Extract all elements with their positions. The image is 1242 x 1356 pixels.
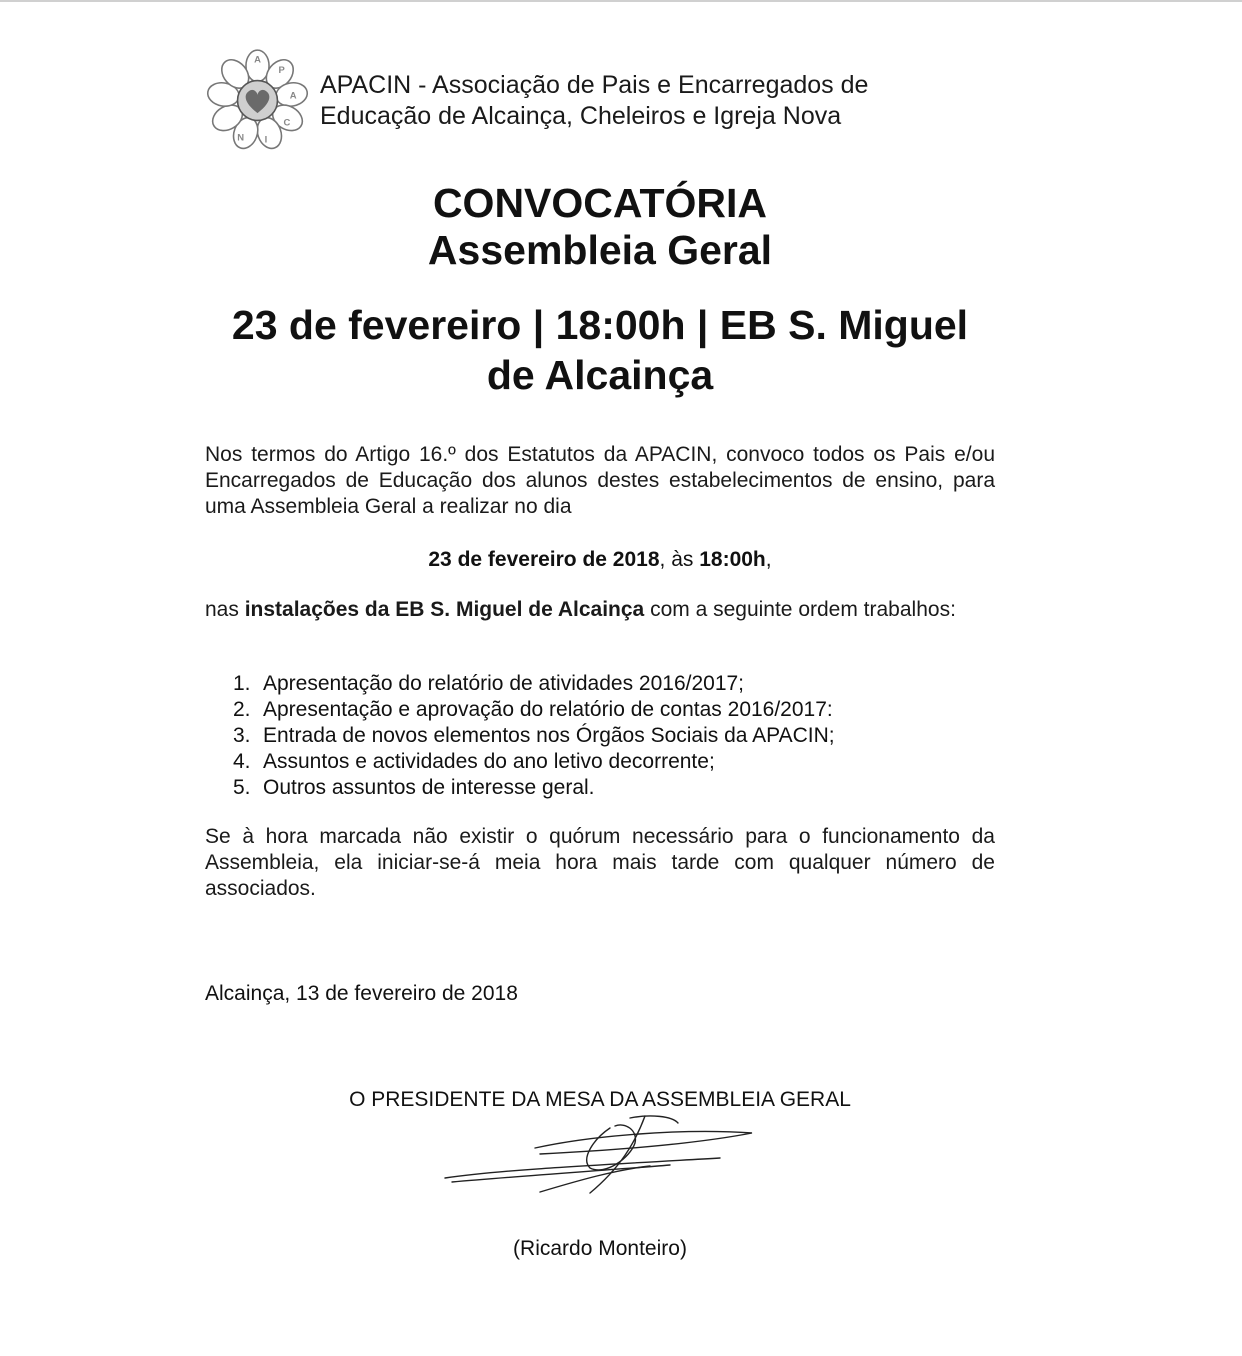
convocation-paragraph: Nos termos do Artigo 16.º dos Estatutos da APACIN, convoco todos os Pais e/ou Encarregados de Educação dos alunos destes estabelecimentos de ensino, para uma Assembleia Geral a realizar no dia bbox=[205, 443, 995, 518]
meeting-date: 23 de fevereiro de 2018 bbox=[428, 548, 660, 571]
agenda-list bbox=[205, 671, 995, 801]
meeting-time: 18:00h bbox=[699, 548, 766, 571]
agenda-item-number: 3. bbox=[233, 724, 251, 747]
agenda-item bbox=[205, 775, 995, 801]
title-assembleia: Assembleia Geral bbox=[427, 227, 773, 273]
meeting-trailing: , bbox=[765, 548, 772, 571]
meeting-connector: , às bbox=[659, 548, 700, 571]
document-title bbox=[205, 180, 995, 274]
svg-text:P: P bbox=[278, 65, 285, 77]
signer-name: (Ricardo Monteiro) bbox=[513, 1237, 687, 1260]
agenda-item bbox=[205, 671, 995, 697]
agenda-item-text: Assuntos e actividades do ano letivo decorrente; bbox=[263, 750, 715, 773]
event-heading-line1: 23 de fevereiro | 18:00h | EB S. Miguel bbox=[231, 302, 969, 348]
svg-text:A: A bbox=[254, 54, 261, 66]
org-name-line2: Educação de Alcainça, Cheleiros e Igreja Nova bbox=[320, 102, 842, 130]
quorum-paragraph: Se à hora marcada não existir o quórum necessário para o funcionamento da Assembleia, ela iniciar-se-á meia hora mais tarde com qualquer número de associados. bbox=[205, 825, 995, 900]
svg-text:I: I bbox=[264, 134, 268, 146]
svg-text:N: N bbox=[237, 132, 245, 144]
venue-paragraph bbox=[205, 597, 995, 623]
top-border bbox=[0, 0, 1242, 2]
organization-name bbox=[320, 70, 868, 132]
agenda-item-text: Apresentação do relatório de atividades 2016/2017; bbox=[263, 672, 745, 695]
title-convocatoria: CONVOCATÓRIA bbox=[432, 180, 768, 226]
agenda-item-text: Entrada de novos elementos nos Órgãos Sociais da APACIN; bbox=[263, 724, 835, 747]
agenda-item-number: 4. bbox=[233, 750, 251, 773]
venue-suffix: com a seguinte ordem trabalhos: bbox=[644, 598, 956, 621]
agenda-item-text: Outros assuntos de interesse geral. bbox=[263, 776, 595, 799]
org-name-line1: APACIN - Associação de Pais e Encarregados de bbox=[320, 71, 869, 99]
agenda-item bbox=[205, 723, 995, 749]
place-and-date: Alcainça, 13 de fevereiro de 2018 bbox=[205, 982, 518, 1005]
event-heading-line2: de Alcainça bbox=[486, 352, 714, 398]
agenda-item-number: 5. bbox=[233, 776, 251, 799]
agenda-item-text: Apresentação e aprovação do relatório de contas 2016/2017: bbox=[263, 698, 833, 721]
agenda-item bbox=[205, 697, 995, 723]
handwritten-signature bbox=[440, 1108, 760, 1198]
svg-text:C: C bbox=[283, 117, 291, 129]
flower-logo-icon bbox=[205, 48, 310, 153]
svg-text:A: A bbox=[289, 90, 297, 102]
meeting-date-line bbox=[205, 547, 995, 573]
venue-name: instalações da EB S. Miguel de Alcainça bbox=[244, 598, 645, 621]
president-title: O PRESIDENTE DA MESA DA ASSEMBLEIA GERAL bbox=[349, 1088, 851, 1111]
venue-prefix: nas bbox=[205, 598, 245, 621]
agenda-item bbox=[205, 749, 995, 775]
agenda-item-number: 2. bbox=[233, 698, 251, 721]
letterhead bbox=[205, 40, 995, 160]
agenda-item-number: 1. bbox=[233, 672, 251, 695]
event-heading bbox=[205, 300, 995, 400]
